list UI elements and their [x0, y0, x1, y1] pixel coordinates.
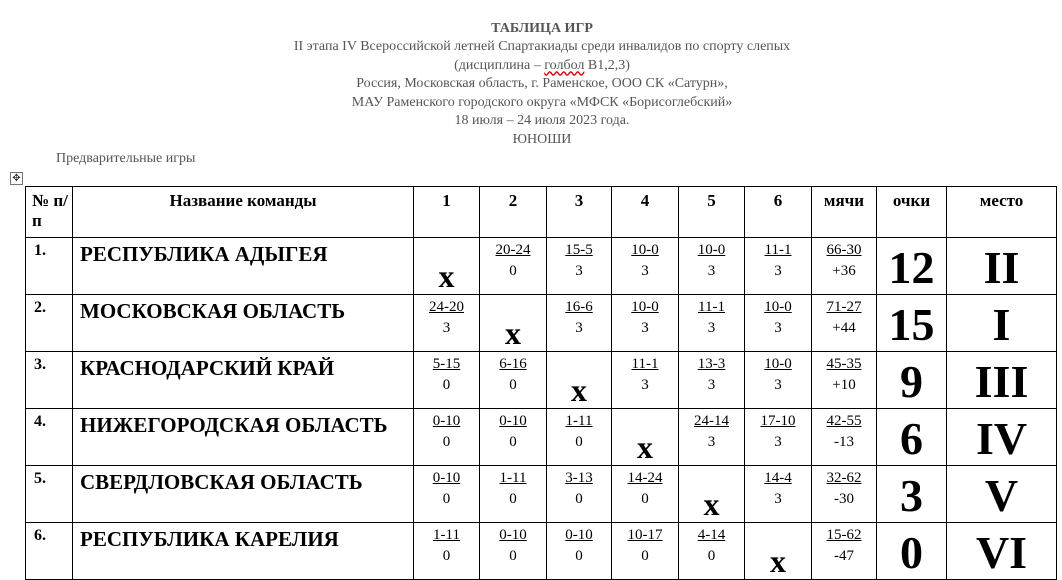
- match-cell: [745, 352, 812, 409]
- match-points: 3: [707, 320, 716, 336]
- header-col-4: 4: [612, 187, 679, 238]
- team-name: РЕСПУБЛИКА КАРЕЛИЯ: [73, 523, 414, 580]
- balls-total: 15-62: [826, 527, 862, 543]
- final-place: III: [947, 352, 1057, 409]
- header-num: № п/п: [26, 187, 73, 238]
- table-move-handle-icon[interactable]: ✥: [10, 172, 23, 185]
- table-row: [26, 352, 1057, 409]
- match-cell: [414, 523, 480, 580]
- header-col-6: 6: [745, 187, 812, 238]
- match-score: 0-10: [432, 470, 461, 486]
- match-cell: [480, 523, 547, 580]
- total-points: 0: [877, 523, 947, 580]
- match-points: 3: [774, 377, 782, 393]
- dates-line: 18 июля – 24 июля 2023 года.: [454, 113, 630, 129]
- match-score: 10-0: [631, 242, 659, 258]
- match-cell: [612, 466, 679, 523]
- final-place: V: [947, 466, 1057, 523]
- team-name: РЕСПУБЛИКА АДЫГЕЯ: [73, 238, 414, 295]
- match-cell: [745, 238, 812, 295]
- header-col-1: 1: [414, 187, 480, 238]
- match-cell: [547, 295, 612, 352]
- match-cell: [414, 295, 480, 352]
- discipline-line: [0, 57, 1062, 76]
- final-place: I: [947, 295, 1057, 352]
- header-balls: мячи: [812, 187, 877, 238]
- match-cell: [679, 295, 745, 352]
- match-points: 0: [442, 491, 451, 507]
- match-cell: [480, 466, 547, 523]
- match-points: 3: [575, 263, 583, 279]
- match-score: 14-24: [627, 470, 663, 486]
- total-points: 15: [877, 295, 947, 352]
- balls-cell: [812, 238, 877, 295]
- match-points: 3: [774, 320, 782, 336]
- match-points: 0: [509, 263, 517, 279]
- match-cell: [679, 352, 745, 409]
- table-row: [26, 238, 1057, 295]
- match-score: 10-0: [697, 242, 726, 258]
- match-points: 0: [442, 377, 451, 393]
- match-score: 10-17: [627, 527, 663, 543]
- balls-difference: -30: [834, 491, 854, 507]
- match-score: 24-20: [429, 299, 464, 315]
- balls-difference: -13: [834, 434, 854, 450]
- match-cell: [612, 352, 679, 409]
- match-points: 0: [641, 548, 649, 564]
- match-points: 3: [707, 263, 716, 279]
- match-cell: [612, 523, 679, 580]
- team-name: КРАСНОДАРСКИЙ КРАЙ: [73, 352, 414, 409]
- team-name: НИЖЕГОРОДСКАЯ ОБЛАСТЬ: [73, 409, 414, 466]
- match-score: 1-11: [433, 527, 460, 543]
- team-name: МОСКОВСКАЯ ОБЛАСТЬ: [73, 295, 414, 352]
- match-points: 0: [575, 434, 583, 450]
- match-cell: [679, 238, 745, 295]
- match-score: 11-1: [631, 356, 659, 372]
- table-row: [26, 466, 1057, 523]
- match-cell: [414, 466, 480, 523]
- header-place: место: [947, 187, 1057, 238]
- match-cell: [679, 409, 745, 466]
- discipline-word: голбол: [544, 57, 585, 73]
- games-table: [25, 186, 1057, 580]
- balls-cell: [812, 466, 877, 523]
- match-score: 4-14: [697, 527, 726, 543]
- self-match-mark: х: [637, 429, 653, 465]
- match-cell: [414, 352, 480, 409]
- discipline-prefix: (дисциплина –: [454, 57, 545, 73]
- match-score: 14-4: [764, 470, 792, 486]
- self-match-cell: [547, 352, 612, 409]
- match-cell: [547, 238, 612, 295]
- final-place: IV: [947, 409, 1057, 466]
- match-points: 3: [575, 320, 583, 336]
- header-points: очки: [877, 187, 947, 238]
- total-points: 12: [877, 238, 947, 295]
- match-score: 0-10: [432, 413, 461, 429]
- match-cell: [414, 409, 480, 466]
- match-points: 3: [641, 377, 649, 393]
- balls-difference: +44: [832, 320, 856, 336]
- self-match-mark: х: [770, 543, 786, 579]
- match-points: 3: [641, 263, 649, 279]
- document-header: [0, 0, 1062, 150]
- row-number: 2.: [26, 295, 73, 352]
- self-match-cell: [745, 523, 812, 580]
- header-team: Название команды: [73, 187, 414, 238]
- row-number: 4.: [26, 409, 73, 466]
- match-score: 0-10: [499, 413, 527, 429]
- document-title: ТАБЛИЦА ИГР: [491, 21, 593, 36]
- self-match-mark: х: [571, 372, 587, 408]
- match-score: 5-15: [432, 356, 461, 372]
- total-points: 9: [877, 352, 947, 409]
- match-cell: [745, 295, 812, 352]
- header-col-2: 2: [480, 187, 547, 238]
- balls-difference: -47: [834, 548, 854, 564]
- row-number: 6.: [26, 523, 73, 580]
- balls-cell: [812, 409, 877, 466]
- match-score: 11-1: [764, 242, 792, 258]
- match-score: 24-14: [694, 413, 729, 429]
- match-score: 10-0: [764, 299, 792, 315]
- balls-difference: +36: [832, 263, 856, 279]
- match-score: 15-5: [565, 242, 593, 258]
- match-points: 0: [707, 548, 716, 564]
- location-line: Россия, Московская область, г. Раменское, ООО СК «Сатурн»,: [356, 76, 728, 92]
- match-cell: [547, 523, 612, 580]
- row-number: 5.: [26, 466, 73, 523]
- match-score: 1-11: [565, 413, 593, 429]
- total-points: 3: [877, 466, 947, 523]
- category-line: ЮНОШИ: [512, 131, 572, 147]
- self-match-mark: х: [505, 315, 521, 351]
- match-score: 1-11: [499, 470, 527, 486]
- match-points: 3: [774, 491, 782, 507]
- self-match-cell: [612, 409, 679, 466]
- balls-total: 42-55: [826, 413, 862, 429]
- match-points: 0: [509, 377, 517, 393]
- self-match-cell: [414, 238, 480, 295]
- match-cell: [480, 238, 547, 295]
- balls-total: 71-27: [826, 299, 862, 315]
- event-name: II этапа IV Всероссийской летней Спартакиады среди инвалидов по спорту слепых: [293, 39, 791, 54]
- match-score: 10-0: [764, 356, 792, 372]
- match-score: 13-3: [697, 356, 726, 372]
- match-points: 0: [442, 548, 451, 564]
- match-points: 3: [641, 320, 649, 336]
- balls-cell: [812, 295, 877, 352]
- row-number: 3.: [26, 352, 73, 409]
- match-score: 3-13: [565, 470, 593, 486]
- match-score: 0-10: [565, 527, 593, 543]
- match-score: 10-0: [631, 299, 659, 315]
- stage-subtitle: Предварительные игры: [56, 151, 196, 166]
- match-score: 20-24: [495, 242, 531, 258]
- self-match-cell: [480, 295, 547, 352]
- match-points: 0: [575, 548, 583, 564]
- header-col-5: 5: [679, 187, 745, 238]
- balls-cell: [812, 523, 877, 580]
- match-cell: [612, 295, 679, 352]
- discipline-suffix: В1,2,3): [584, 57, 630, 73]
- match-points: 3: [774, 263, 782, 279]
- match-cell: [612, 238, 679, 295]
- match-cell: [547, 466, 612, 523]
- self-match-mark: х: [438, 258, 455, 294]
- match-cell: [480, 352, 547, 409]
- venue-line: МАУ Раменского городского округа «МФСК «Борисоглебский»: [351, 94, 733, 110]
- match-score: 16-6: [565, 299, 593, 315]
- match-score: 0-10: [499, 527, 527, 543]
- final-place: VI: [947, 523, 1057, 580]
- table-row: [26, 295, 1057, 352]
- match-points: 0: [509, 434, 517, 450]
- match-points: 3: [707, 377, 716, 393]
- balls-total: 66-30: [826, 242, 862, 258]
- balls-total: 32-62: [826, 470, 862, 486]
- self-match-cell: [679, 466, 745, 523]
- match-score: 11-1: [698, 299, 725, 315]
- match-points: 0: [509, 491, 517, 507]
- match-cell: [547, 409, 612, 466]
- self-match-mark: х: [703, 486, 720, 522]
- match-cell: [745, 466, 812, 523]
- match-points: 0: [442, 434, 451, 450]
- match-score: 17-10: [760, 413, 796, 429]
- match-cell: [679, 523, 745, 580]
- final-place: II: [947, 238, 1057, 295]
- match-points: 3: [442, 320, 451, 336]
- header-col-3: 3: [547, 187, 612, 238]
- match-cell: [745, 409, 812, 466]
- match-points: 3: [707, 434, 716, 450]
- match-points: 0: [641, 491, 649, 507]
- table-row: [26, 409, 1057, 466]
- team-name: СВЕРДЛОВСКАЯ ОБЛАСТЬ: [73, 466, 414, 523]
- match-cell: [480, 409, 547, 466]
- balls-difference: +10: [832, 377, 856, 393]
- row-number: 1.: [26, 238, 73, 295]
- balls-total: 45-35: [826, 356, 862, 372]
- match-points: 3: [774, 434, 782, 450]
- match-points: 0: [575, 491, 583, 507]
- match-points: 0: [509, 548, 517, 564]
- table-row: [26, 523, 1057, 580]
- table-header-row: [26, 187, 1057, 238]
- total-points: 6: [877, 409, 947, 466]
- match-score: 6-16: [499, 356, 527, 372]
- balls-cell: [812, 352, 877, 409]
